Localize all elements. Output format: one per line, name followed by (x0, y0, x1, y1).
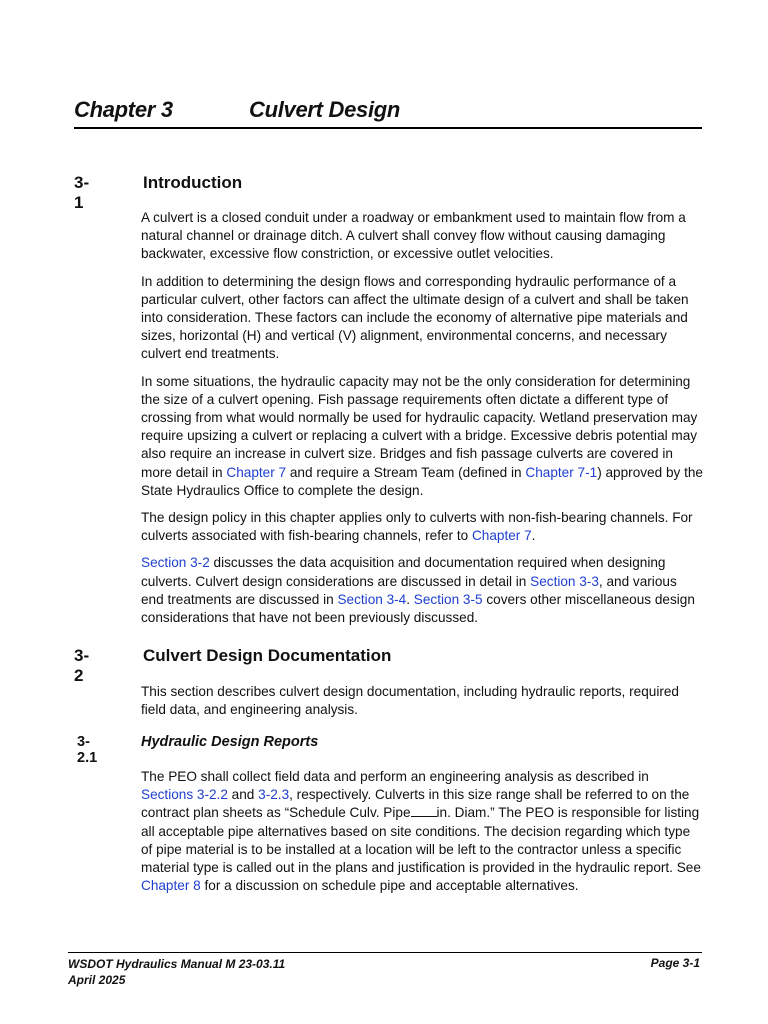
section-number: 3-2 (74, 646, 90, 685)
footer-page-number: Page 3-1 (650, 956, 700, 970)
paragraph: This section describes culvert design documentation, including hydraulic reports, required field data, and engineering analysis. (141, 684, 679, 718)
chapter-title: Culvert Design (249, 97, 401, 122)
subsection-number: 3-2.1 (77, 734, 98, 766)
chapter-8-link[interactable]: Chapter 8 (141, 878, 201, 894)
sections-3-2-2-link[interactable]: Sections 3-2.2 (141, 787, 228, 803)
paragraph: The PEO shall collect field data and perform an engineering analysis as described in Sections 3-2.2 and 3-2.3, respectively. Culverts in this size range shall be referred to on the contract plan sheets as “Schedule Culv. Pipe in. Diam.” The PEO is responsible for listing all acceptable pipe alternatives based on site conditions. The decision regarding which type of pipe material is to be installed at a location will be left to the contractor unless a specific material type is called out in the plans and justification is provided in the hydraulic report. See Chapter 8 for a discussion on schedule pipe and acceptable alternatives. (141, 769, 701, 894)
subsection-title: Hydraulic Design Reports (141, 734, 319, 750)
section-title: Culvert Design Documentation (143, 646, 392, 665)
chapter-7-link[interactable]: Chapter 7 (226, 464, 287, 480)
section-3-2-body (141, 683, 703, 728)
chapter-7-link[interactable]: Chapter 7 (471, 528, 532, 544)
section-3-5-link[interactable]: Section 3-5 (413, 591, 483, 607)
paragraph: A culvert is a closed conduit under a roadway or embankment used to maintain flow from a natural channel or drainage ditch. A culvert shall convey flow without causing damaging backwater, excessive flow constriction, or excessive outlet velocities. (141, 210, 686, 262)
footer-date: April 2025 (68, 973, 126, 987)
section-title: Introduction (143, 173, 243, 192)
section-number: 3-1 (74, 173, 90, 212)
chapter-header (74, 95, 702, 129)
paragraph: The design policy in this chapter applies only to culverts with non-fish-bearing channels. For culverts associated with fish-bearing channels, refer to Chapter 7. (141, 510, 693, 544)
paragraph: In some situations, the hydraulic capacity may not be the only consideration for determining the size of a culvert opening. Fish passage requirements often dictate a different type of crossing from what would normally be used for hydraulic capacity. Wetland preservation may require upsizing a culvert or replacing a culvert with a bridge. Excessive debris potential may also require an increase in culvert size. Bridges and fish passage culverts are covered in more detail in Chapter 7 and require a Stream Team (defined in Chapter 7-1) approved by the State Hydraulics Office to complete the design. (141, 373, 703, 498)
chapter-7-1-link[interactable]: Chapter 7-1 (525, 464, 598, 480)
section-3-2-1-body (141, 768, 703, 904)
chapter-number: Chapter 3 (74, 97, 173, 122)
page-footer (68, 952, 702, 987)
paragraph: In addition to determining the design flows and corresponding hydraulic performance of a particular culvert, other factors can affect the ultimate design of a culvert and shall be taken into consideration. These factors can include the economy of alternative pipe materials and sizes, horizontal (H) and vertical (V) alignment, environmental concerns, and necessary culvert end treatments. (141, 273, 689, 362)
section-3-2-3-link[interactable]: 3-2.3 (258, 787, 290, 803)
section-3-2-link[interactable]: Section 3-2 (141, 555, 210, 571)
section-3-3-link[interactable]: Section 3-3 (530, 573, 599, 589)
blank-fill-line (411, 805, 437, 817)
section-3-4-link[interactable]: Section 3-4 (337, 591, 407, 607)
footer-manual-title: WSDOT Hydraulics Manual M 23-03.11 (68, 957, 286, 971)
paragraph: Section 3-2 discusses the data acquisition and documentation required when designing culverts. Culvert design considerations are discussed in detail in Section 3-3, and various end treatments are discussed in Section 3-4. Section 3-5 covers other miscellaneous design considerations that have not been previously discussed. (141, 555, 695, 626)
section-3-1-body (141, 209, 703, 636)
